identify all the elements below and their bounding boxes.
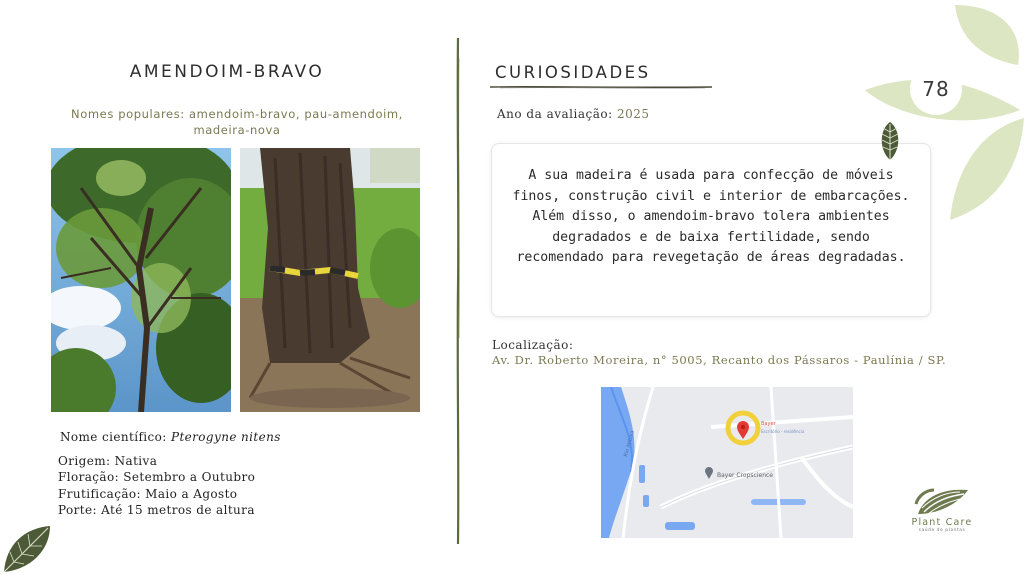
year-value: 2025	[616, 107, 650, 121]
logo-name: Plant Care	[911, 517, 973, 528]
fact-height: Porte: Até 15 metros de altura	[58, 502, 255, 517]
scientific-name-value: Pterogyne nitens	[170, 430, 281, 444]
title-underline	[490, 84, 712, 90]
column-divider	[453, 38, 463, 544]
curiosities-title: CURIOSIDADES	[495, 63, 651, 82]
location-address: Av. Dr. Roberto Moreira, n° 5005, Recanto dos Pássaros - Paulínia / SP.	[492, 353, 947, 367]
map-poi-secondary: Bayer Cropscience	[717, 472, 773, 479]
location-map[interactable]	[601, 387, 853, 538]
canopy-photo	[51, 148, 231, 412]
logo-tagline: saúde de plantas	[918, 528, 966, 533]
map-river-label: Rio Atibaia	[623, 429, 636, 458]
trunk-photo	[240, 148, 420, 412]
evaluation-year	[497, 107, 650, 121]
map-poi-main: Bayer	[761, 421, 776, 427]
plant-care-logo-icon	[914, 486, 970, 516]
scientific-label: Nome científico:	[60, 430, 167, 444]
popular-names: Nomes populares: amendoim-bravo, pau-amendoim, madeira-nova	[71, 107, 403, 137]
species-title: AMENDOIM-BRAVO	[129, 62, 325, 82]
leaf-icon-bottom	[0, 524, 56, 576]
decorative-leaves	[860, 0, 1024, 230]
map-poi-main-sub: Escritório - residência	[761, 429, 805, 434]
curiosities-text: A sua madeira é usada para confecção de móveis finos, construção civil e interior de embarcações. Além disso, o amendoim-bravo tolera ambientes degradados e de baixa fertilidade, sendo recomendado para revegetação de áreas degradadas.	[512, 168, 910, 266]
page-number: 78	[910, 63, 962, 115]
location-label: Localização:	[492, 338, 574, 352]
leaf-icon	[877, 120, 903, 162]
species-facts	[58, 453, 255, 518]
fact-origin: Origem: Nativa	[58, 454, 158, 468]
fact-flowering: Floração: Setembro a Outubro	[58, 470, 256, 485]
year-label: Ano da avaliação:	[497, 107, 613, 121]
plant-care-logo	[902, 486, 982, 542]
scientific-name	[60, 430, 281, 444]
fact-fruiting: Frutificação: Maio a Agosto	[58, 486, 238, 501]
